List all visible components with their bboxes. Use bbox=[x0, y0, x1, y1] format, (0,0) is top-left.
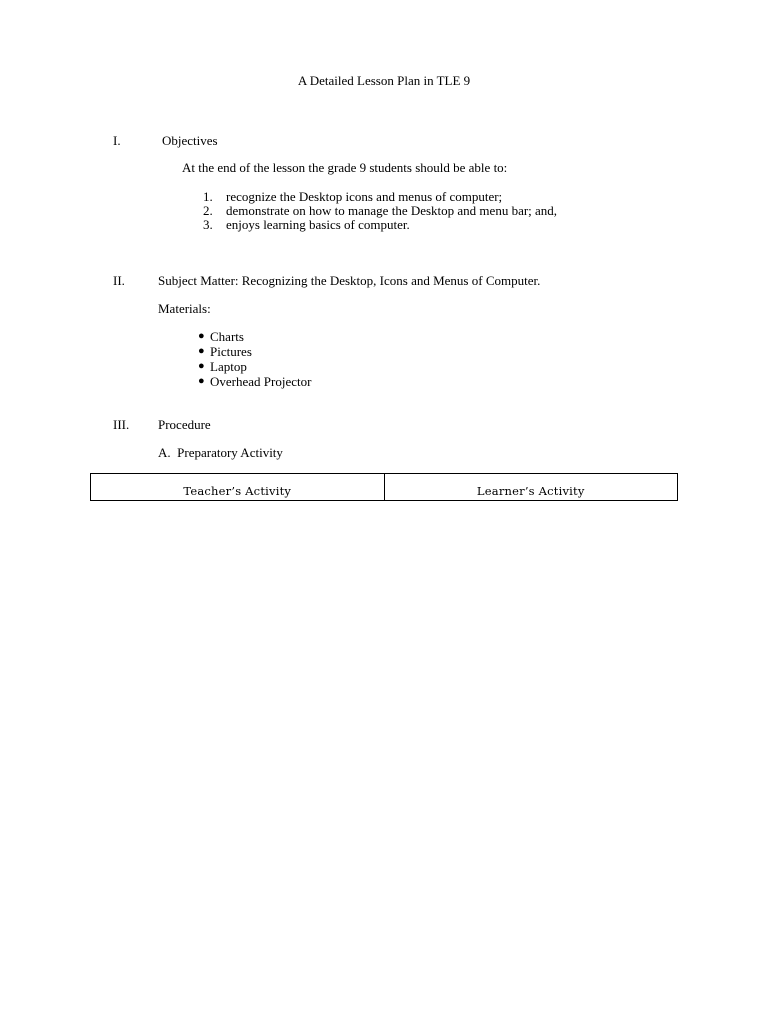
section-2-number: II. bbox=[113, 273, 125, 288]
objective-2-text: demonstrate on how to manage the Desktop and menu bar; and, bbox=[226, 203, 558, 218]
material-item: Charts bbox=[210, 329, 244, 344]
bullet-icon: ● bbox=[198, 360, 205, 372]
table-header-teacher: Teacher’s Activity bbox=[183, 484, 292, 498]
section-3-heading: Procedure bbox=[158, 417, 211, 432]
objective-3-number: 3. bbox=[203, 217, 213, 232]
bullet-icon: ● bbox=[198, 330, 205, 342]
materials-label: Materials: bbox=[158, 301, 211, 316]
document-title: A Detailed Lesson Plan in TLE 9 bbox=[297, 73, 471, 88]
material-item: Laptop bbox=[210, 359, 247, 374]
objective-1-text: recognize the Desktop icons and menus of computer; bbox=[226, 189, 503, 204]
material-item: Overhead Projector bbox=[210, 374, 312, 389]
section-1-heading: Objectives bbox=[162, 133, 218, 148]
objective-1-number: 1. bbox=[203, 189, 213, 204]
material-item: Pictures bbox=[210, 344, 252, 359]
section-2-heading: Subject Matter: Recognizing the Desktop, Icons and Menus of Computer. bbox=[158, 273, 541, 288]
table-header-learner: Learner’s Activity bbox=[384, 474, 678, 500]
objective-3-text: enjoys learning basics of computer. bbox=[226, 217, 410, 232]
section-3-number: III. bbox=[113, 417, 130, 432]
activity-table bbox=[90, 473, 678, 501]
procedure-subheading: A. Preparatory Activity bbox=[158, 445, 283, 460]
objectives-intro: At the end of the lesson the grade 9 students should be able to: bbox=[182, 160, 508, 175]
objective-2-number: 2. bbox=[203, 203, 213, 218]
bullet-icon: ● bbox=[198, 375, 205, 387]
bullet-icon: ● bbox=[198, 345, 205, 357]
section-1-number: I. bbox=[113, 133, 121, 148]
